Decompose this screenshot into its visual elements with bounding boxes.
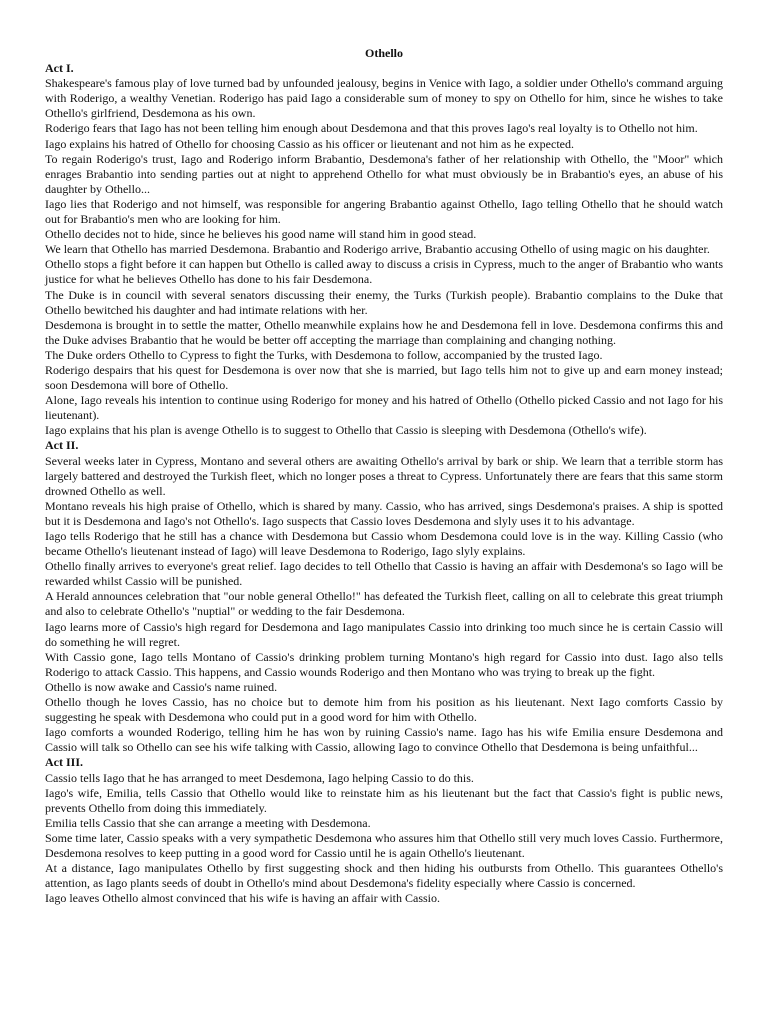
act-section xyxy=(45,61,723,438)
document-page xyxy=(45,46,723,906)
paragraph: Iago tells Roderigo that he still has a chance with Desdemona but Cassio whom Desdemona could love is in the way. Killing Cassio (who became Othello's lieutenant instead of Iago) will leave Desdemona to Roderigo, Iago slyly explains. xyxy=(45,529,723,559)
paragraph: Iago explains his hatred of Othello for choosing Cassio as his officer or lieutenant and not him as he expected. xyxy=(45,136,574,151)
paragraph: Cassio tells Iago that he has arranged to meet Desdemona, Iago helping Cassio to do this. xyxy=(45,770,474,785)
paragraph: To regain Roderigo's trust, Iago and Roderigo inform Brabantio, Desdemona's father of her relationship with Othello, the "Moor" which enrages Brabantio into sending parties out at night to apprehend Othello for what must obviously be in Brabantio's eyes, an abuse of his daughter by Othello... xyxy=(45,151,723,196)
paragraph: Othello finally arrives to everyone's great relief. Iago decides to tell Othello that Cassio is having an affair with Desdemona's so Iago will be rewarded whilst Cassio will be punished. xyxy=(45,559,723,589)
paragraph: Othello is now awake and Cassio's name ruined. xyxy=(45,679,278,694)
paragraph: A Herald announces celebration that "our noble general Othello!" has defeated the Turkish fleet, calling on all to celebrate this great triumph and also to celebrate Othello's "nuptial" or wedding to the fair Desdemona. xyxy=(45,589,723,619)
paragraph: With Cassio gone, Iago tells Montano of Cassio's drinking problem turning Montano's high regard for Cassio into dust. Iago also tells Roderigo to attack Cassio. This happens, and Cassio wounds Roderigo and then Montano who was trying to break up the fight. xyxy=(45,649,723,679)
paragraph: At a distance, Iago manipulates Othello by first suggesting shock and then hiding his outbursts from Othello. This guarantees Othello's attention, as Iago plants seeds of doubt in Othello's mind about Desdemona's fidelity especially where Cassio is concerned. xyxy=(45,861,723,891)
paragraph: We learn that Othello has married Desdemona. Brabantio and Roderigo arrive, Brabantio accusing Othello of using magic on his daughter. xyxy=(45,242,710,257)
paragraph: Iago leaves Othello almost convinced that his wife is having an affair with Cassio. xyxy=(45,891,441,906)
paragraph: Roderigo fears that Iago has not been telling him enough about Desdemona and that this proves Iago's real loyalty is to Othello not him. xyxy=(45,121,698,136)
paragraph: Roderigo despairs that his quest for Desdemona is over now that she is married, but Iago tells him not to give up and earn money instead; soon Desdemona will bore of Othello. xyxy=(45,362,723,393)
act-heading: Act III. xyxy=(45,755,83,770)
paragraph: Iago explains that his plan is avenge Othello is to suggest to Othello that Cassio is sleeping with Desdemona (Othello's wife). xyxy=(45,423,647,438)
document-body xyxy=(45,61,723,906)
paragraph: Iago lies that Roderigo and not himself, was responsible for angering Brabantio against Othello, Iago telling Othello that he should watch out for Brabantio's men who are looking for him. xyxy=(45,196,723,227)
paragraph: Iago comforts a wounded Roderigo, telling him he has won by ruining Cassio's name. Iago has his wife Emilia ensure Desdemona and Cassio will talk so Othello can see his wife talking with Cassio, allowing Iago to convince Othello that Desdemona is being unfaithful... xyxy=(45,725,723,755)
paragraph: The Duke is in council with several senators discussing their enemy, the Turks (Turkish people). Brabantio complains to the Duke that Othello bewitched his daughter and had intimate relations with her. xyxy=(45,287,723,317)
paragraph: Montano reveals his high praise of Othello, which is shared by many. Cassio, who has arrived, sings Desdemona's praises. A ship is spotted but it is Desdemona and Iago's not Othello's. Iago suspects that Cassio loves Desdemona and slyly uses it to his advantage. xyxy=(45,498,723,528)
paragraph: Alone, Iago reveals his intention to continue using Roderigo for money and his hatred of Othello (Othello picked Cassio and not Iago for his lieutenant). xyxy=(45,393,723,423)
paragraph: Some time later, Cassio speaks with a very sympathetic Desdemona who assures him that Othello still very much loves Cassio. Furthermore, Desdemona resolves to keep putting in a good word for Cassio until he is again Othello's lieutenant. xyxy=(45,830,723,860)
paragraph: Othello stops a fight before it can happen but Othello is called away to discuss a crisis in Cypress, much to the anger of Brabantio who wants justice for what he believes Othello has done to his fair Desdemona. xyxy=(45,257,723,287)
act-section xyxy=(45,755,723,906)
document-title: Othello xyxy=(365,46,403,60)
paragraph: Emilia tells Cassio that she can arrange a meeting with Desdemona. xyxy=(45,815,371,830)
paragraph: Othello decides not to hide, since he believes his good name will stand him in good stead. xyxy=(45,227,477,242)
paragraph: The Duke orders Othello to Cypress to fight the Turks, with Desdemona to follow, accompanied by the trusted Iago. xyxy=(45,347,603,362)
paragraph: Othello though he loves Cassio, has no choice but to demote him from his position as his lieutenant. Next Iago comforts Cassio by suggesting he speak with Desdemona who could put in a good word for him with Othello. xyxy=(45,695,723,725)
paragraph: Several weeks later in Cypress, Montano and several others are awaiting Othello's arrival by bark or ship. We learn that a terrible storm has largely battered and destroyed the Turkish fleet, which no longer poses a threat to Cypress. Unfortunately there are fears that this same storm drowned Othello as well. xyxy=(45,453,723,498)
act-heading: Act II. xyxy=(45,438,79,453)
paragraph: Iago's wife, Emilia, tells Cassio that Othello would like to reinstate him as his lieutenant but the fact that Cassio's fight is public news, prevents Othello from doing this immediately. xyxy=(45,785,723,815)
paragraph: Iago learns more of Cassio's high regard for Desdemona and Iago manipulates Cassio into drinking too much since he is certain Cassio will do something he will regret. xyxy=(45,619,723,649)
act-section xyxy=(45,438,723,755)
paragraph: Shakespeare's famous play of love turned bad by unfounded jealousy, begins in Venice with Iago, a soldier under Othello's command arguing with Roderigo, a wealthy Venetian. Roderigo has paid Iago a considerable sum of money to spy on Othello for him, since he wishes to take Othello's girlfriend, Desdemona as his own. xyxy=(45,76,723,121)
paragraph: Desdemona is brought in to settle the matter, Othello meanwhile explains how he and Desdemona fell in love. Desdemona confirms this and the Duke advises Brabantio that he would be better off accepting the marriage than complaining and changing nothing. xyxy=(45,317,723,347)
act-heading: Act I. xyxy=(45,61,74,76)
